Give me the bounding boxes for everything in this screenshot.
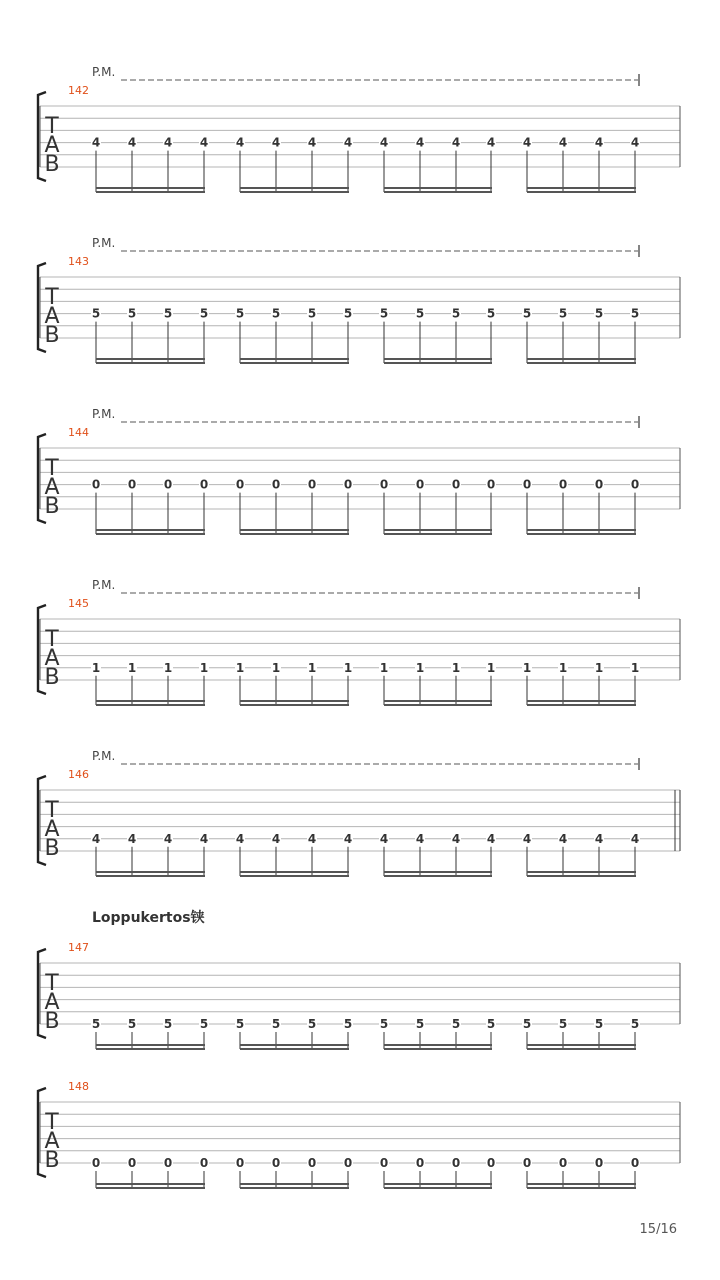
beam <box>96 875 205 877</box>
tab-clef-letter: B <box>44 1148 60 1173</box>
fret-number: 0 <box>379 1156 389 1170</box>
fret-number: 0 <box>451 1156 461 1170</box>
tab-system <box>38 909 680 1050</box>
fret-number: 4 <box>307 135 317 150</box>
fret-number: 5 <box>127 306 137 321</box>
tab-clef-letter: T <box>45 114 59 139</box>
fret-number: 1 <box>343 660 353 675</box>
fret-number: 5 <box>594 306 604 321</box>
fret-number: 4 <box>235 135 245 150</box>
fret-number: 5 <box>163 306 173 321</box>
page-number: 15/16 <box>639 1222 677 1237</box>
fret-number: 0 <box>271 477 281 492</box>
beam <box>240 1044 349 1046</box>
palm-mute-label: P.M. <box>92 578 116 592</box>
fret-number: 0 <box>594 1156 604 1170</box>
fret-number: 4 <box>558 135 568 150</box>
beam <box>96 187 205 189</box>
fret-number: 5 <box>271 306 281 321</box>
measure-number: 142 <box>68 84 89 97</box>
fret-number: 0 <box>558 477 568 492</box>
fret-number: 4 <box>127 135 137 150</box>
beam <box>96 358 205 360</box>
tab-clef-letter: B <box>44 665 60 690</box>
beam <box>384 704 492 706</box>
tab-clef-letter: T <box>45 798 59 823</box>
fret-number: 0 <box>127 1156 137 1170</box>
tab-clef-letter: T <box>45 285 59 310</box>
fret-number: 0 <box>558 1156 568 1170</box>
fret-number: 0 <box>163 477 173 492</box>
fret-number: 4 <box>379 135 389 150</box>
fret-number: 5 <box>558 1017 568 1031</box>
beam <box>527 358 636 360</box>
beam <box>96 1044 205 1046</box>
beam <box>384 529 492 531</box>
fret-number: 1 <box>235 660 245 675</box>
beam <box>240 871 349 873</box>
fret-number: 5 <box>522 306 532 321</box>
tab-system <box>38 236 680 364</box>
fret-number: 0 <box>343 477 353 492</box>
tab-clef-letter: T <box>45 627 59 652</box>
fret-number: 4 <box>199 831 209 846</box>
beam <box>240 704 349 706</box>
beam <box>527 1048 636 1050</box>
beam <box>384 1187 492 1189</box>
fret-number: 0 <box>486 1156 496 1170</box>
fret-number: 4 <box>307 831 317 846</box>
tab-system <box>38 1080 680 1189</box>
fret-number: 4 <box>163 831 173 846</box>
fret-number: 0 <box>451 477 461 492</box>
beam <box>96 700 205 702</box>
beam <box>240 700 349 702</box>
fret-number: 4 <box>415 831 425 846</box>
beam <box>240 1187 349 1189</box>
fret-number: 1 <box>271 660 281 675</box>
fret-number: 4 <box>235 831 245 846</box>
beam <box>240 187 349 189</box>
fret-number: 4 <box>522 135 532 150</box>
beam <box>384 191 492 193</box>
fret-number: 4 <box>343 831 353 846</box>
fret-number: 0 <box>486 477 496 492</box>
tab-clef-letter: A <box>44 817 60 842</box>
palm-mute-label: P.M. <box>92 65 116 79</box>
beam <box>384 358 492 360</box>
beam <box>240 533 349 535</box>
tab-system <box>38 578 680 706</box>
fret-number: 5 <box>127 1017 137 1031</box>
fret-number: 1 <box>415 660 425 675</box>
fret-number: 5 <box>558 306 568 321</box>
fret-number: 1 <box>91 660 101 675</box>
beam <box>96 191 205 193</box>
tab-clef-letter: B <box>44 152 60 177</box>
beam <box>384 1048 492 1050</box>
fret-number: 5 <box>415 306 425 321</box>
beam <box>96 1183 205 1185</box>
measure-number: 144 <box>68 426 89 439</box>
fret-number: 5 <box>415 1017 425 1031</box>
fret-number: 1 <box>630 660 640 675</box>
beam <box>527 533 636 535</box>
beam <box>384 533 492 535</box>
fret-number: 0 <box>307 477 317 492</box>
beam <box>96 362 205 364</box>
fret-number: 0 <box>630 477 640 492</box>
beam <box>384 700 492 702</box>
fret-number: 4 <box>91 135 101 150</box>
fret-number: 4 <box>127 831 137 846</box>
fret-number: 5 <box>630 306 640 321</box>
fret-number: 1 <box>594 660 604 675</box>
fret-number: 5 <box>522 1017 532 1031</box>
fret-number: 5 <box>91 1017 101 1031</box>
fret-number: 0 <box>163 1156 173 1170</box>
tab-clef-letter: A <box>44 304 60 329</box>
beam <box>384 187 492 189</box>
fret-number: 5 <box>307 306 317 321</box>
beam <box>527 362 636 364</box>
tab-clef-letter: T <box>45 456 59 481</box>
beam <box>527 1044 636 1046</box>
fret-number: 1 <box>522 660 532 675</box>
measure-number: 146 <box>68 768 89 781</box>
beam <box>527 871 636 873</box>
tab-system <box>38 407 680 535</box>
beam <box>527 875 636 877</box>
beam <box>527 704 636 706</box>
tab-clef-letter: B <box>44 494 60 519</box>
fret-number: 5 <box>594 1017 604 1031</box>
fret-number: 1 <box>451 660 461 675</box>
beam <box>96 871 205 873</box>
beam <box>240 1183 349 1185</box>
beam <box>96 1048 205 1050</box>
beam <box>240 1048 349 1050</box>
fret-number: 4 <box>271 135 281 150</box>
beam <box>96 529 205 531</box>
fret-number: 5 <box>235 1017 245 1031</box>
tab-clef-letter: T <box>45 971 59 996</box>
beam <box>96 1187 205 1189</box>
palm-mute-label: P.M. <box>92 407 116 421</box>
fret-number: 0 <box>522 477 532 492</box>
fret-number: 0 <box>594 477 604 492</box>
palm-mute-label: P.M. <box>92 236 116 250</box>
fret-number: 5 <box>486 1017 496 1031</box>
fret-number: 4 <box>379 831 389 846</box>
tab-clef-letter: A <box>44 990 60 1015</box>
fret-number: 4 <box>558 831 568 846</box>
fret-number: 5 <box>379 306 389 321</box>
fret-number: 5 <box>235 306 245 321</box>
fret-number: 4 <box>594 135 604 150</box>
fret-number: 1 <box>163 660 173 675</box>
fret-number: 0 <box>307 1156 317 1170</box>
beam <box>527 529 636 531</box>
beam <box>240 875 349 877</box>
beam <box>384 875 492 877</box>
beam <box>240 529 349 531</box>
measure-number: 147 <box>68 941 89 954</box>
fret-number: 0 <box>91 477 101 492</box>
beam <box>527 187 636 189</box>
beam <box>527 1183 636 1185</box>
measure-number: 143 <box>68 255 89 268</box>
fret-number: 5 <box>343 1017 353 1031</box>
fret-number: 4 <box>91 831 101 846</box>
beam <box>527 191 636 193</box>
fret-number: 4 <box>199 135 209 150</box>
tab-clef-letter: A <box>44 1129 60 1154</box>
fret-number: 0 <box>91 1156 101 1170</box>
fret-number: 0 <box>630 1156 640 1170</box>
beam <box>240 362 349 364</box>
tab-clef-letter: B <box>44 323 60 348</box>
fret-number: 4 <box>415 135 425 150</box>
fret-number: 1 <box>199 660 209 675</box>
tab-clef-letter: B <box>44 1009 60 1034</box>
fret-number: 5 <box>271 1017 281 1031</box>
fret-number: 5 <box>379 1017 389 1031</box>
fret-number: 5 <box>199 306 209 321</box>
fret-number: 0 <box>343 1156 353 1170</box>
fret-number: 1 <box>379 660 389 675</box>
fret-number: 4 <box>594 831 604 846</box>
beam <box>384 1183 492 1185</box>
beam <box>384 871 492 873</box>
fret-number: 0 <box>415 1156 425 1170</box>
measure-number: 145 <box>68 597 89 610</box>
fret-number: 1 <box>486 660 496 675</box>
fret-number: 4 <box>271 831 281 846</box>
fret-number: 5 <box>486 306 496 321</box>
fret-number: 1 <box>558 660 568 675</box>
fret-number: 0 <box>199 477 209 492</box>
fret-number: 1 <box>127 660 137 675</box>
fret-number: 4 <box>630 135 640 150</box>
tab-clef-letter: A <box>44 133 60 158</box>
fret-number: 4 <box>163 135 173 150</box>
fret-number: 0 <box>127 477 137 492</box>
fret-number: 5 <box>451 306 461 321</box>
fret-number: 4 <box>451 831 461 846</box>
beam <box>527 1187 636 1189</box>
beam <box>96 704 205 706</box>
fret-number: 0 <box>235 477 245 492</box>
fret-number: 5 <box>451 1017 461 1031</box>
palm-mute-label: P.M. <box>92 749 116 763</box>
fret-number: 5 <box>91 306 101 321</box>
fret-number: 5 <box>163 1017 173 1031</box>
fret-number: 4 <box>343 135 353 150</box>
tab-clef-letter: A <box>44 646 60 671</box>
tab-clef-letter: T <box>45 1110 59 1135</box>
tab-system <box>38 749 680 877</box>
fret-number: 4 <box>451 135 461 150</box>
fret-number: 0 <box>271 1156 281 1170</box>
beam <box>384 1044 492 1046</box>
beam <box>240 358 349 360</box>
measure-number: 148 <box>68 1080 89 1093</box>
beam <box>96 533 205 535</box>
tab-clef-letter: B <box>44 836 60 861</box>
fret-number: 5 <box>307 1017 317 1031</box>
fret-number: 1 <box>307 660 317 675</box>
fret-number: 4 <box>630 831 640 846</box>
beam <box>527 700 636 702</box>
fret-number: 5 <box>199 1017 209 1031</box>
section-marker: Loppukertos铗 <box>92 910 205 926</box>
fret-number: 0 <box>379 477 389 492</box>
beam <box>240 191 349 193</box>
fret-number: 0 <box>199 1156 209 1170</box>
tab-system <box>38 65 680 193</box>
beam <box>384 362 492 364</box>
fret-number: 5 <box>630 1017 640 1031</box>
tab-clef-letter: A <box>44 475 60 500</box>
fret-number: 0 <box>235 1156 245 1170</box>
fret-number: 0 <box>522 1156 532 1170</box>
fret-number: 5 <box>343 306 353 321</box>
fret-number: 0 <box>415 477 425 492</box>
fret-number: 4 <box>486 831 496 846</box>
fret-number: 4 <box>486 135 496 150</box>
fret-number: 4 <box>522 831 532 846</box>
